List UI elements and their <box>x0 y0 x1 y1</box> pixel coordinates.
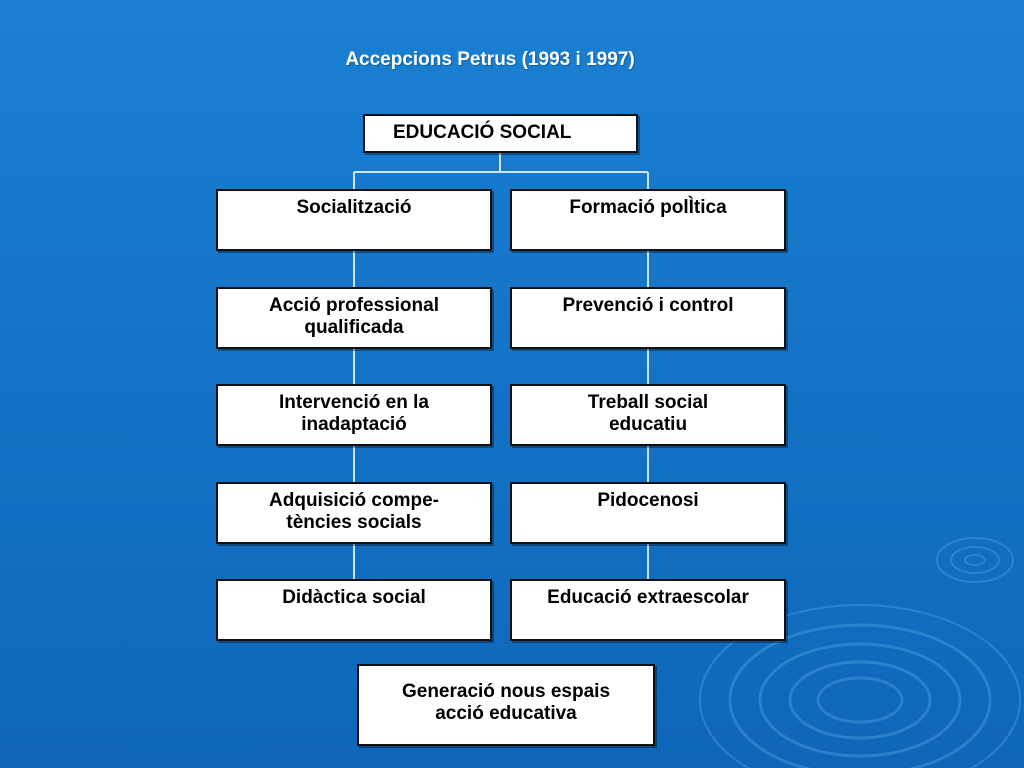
left-box-didactica: Didàctica social <box>216 579 492 641</box>
left-box-socialitzacio: Socialització <box>216 189 492 251</box>
bottom-box-generacio: Generació nous espais acció educativa <box>357 664 655 746</box>
right-box-prevencio: Prevenció i control <box>510 287 786 349</box>
left-box-accio-professional: Acció professional qualificada <box>216 287 492 349</box>
right-box-formacio-politica: Formació polÌtica <box>510 189 786 251</box>
diagram-title: Accepcions Petrus (1993 i 1997) <box>345 49 635 70</box>
left-box-adquisicio: Adquisició compe- tències socials <box>216 482 492 544</box>
left-box-intervencio: Intervenció en la inadaptació <box>216 384 492 446</box>
right-box-treball-social: Treball social educatiu <box>510 384 786 446</box>
right-box-educacio-extraescolar: Educació extraescolar <box>510 579 786 641</box>
root-box-educacio-social: EDUCACIÓ SOCIAL <box>363 114 638 153</box>
right-box-pidocenosi: Pidocenosi <box>510 482 786 544</box>
